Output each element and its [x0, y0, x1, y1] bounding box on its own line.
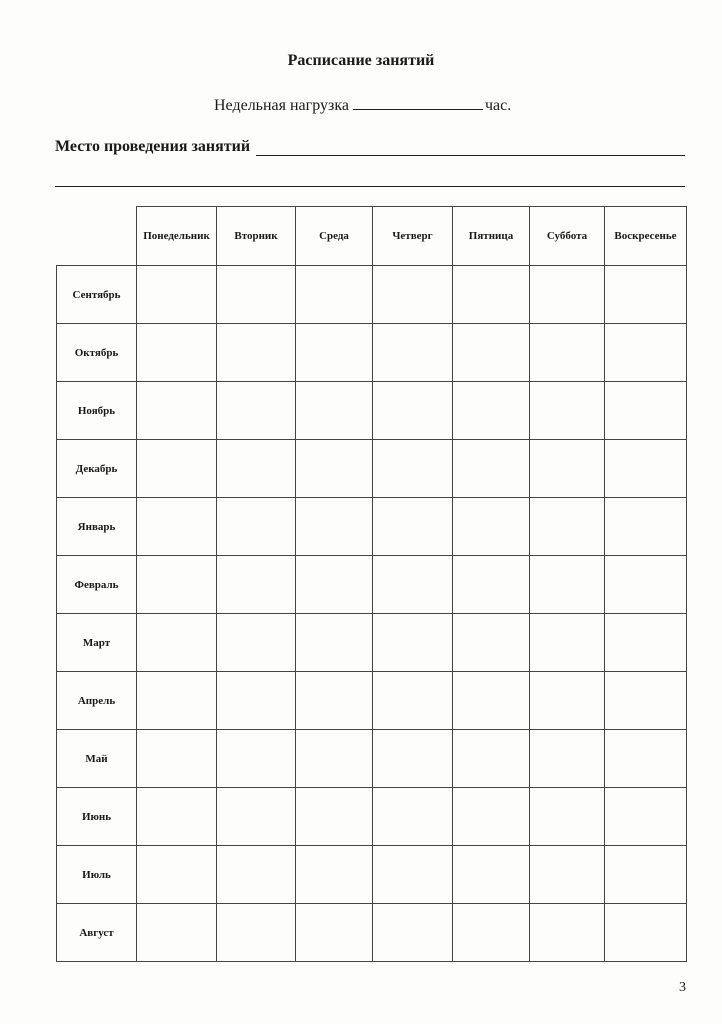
month-label: Сентябрь	[57, 266, 137, 324]
schedule-cell[interactable]	[296, 498, 373, 556]
schedule-cell[interactable]	[530, 788, 605, 846]
schedule-cell[interactable]	[137, 730, 217, 788]
table-header-row	[57, 207, 687, 266]
schedule-cell[interactable]	[296, 614, 373, 672]
month-label: Март	[57, 614, 137, 672]
schedule-cell[interactable]	[217, 788, 296, 846]
schedule-cell[interactable]	[217, 904, 296, 962]
day-header: Вторник	[217, 207, 296, 266]
place-blank[interactable]	[256, 138, 685, 156]
schedule-cell[interactable]	[453, 556, 530, 614]
month-label: Ноябрь	[57, 382, 137, 440]
schedule-cell[interactable]	[217, 266, 296, 324]
table-row	[57, 788, 687, 846]
schedule-cell[interactable]	[530, 846, 605, 904]
schedule-cell[interactable]	[373, 324, 453, 382]
day-header: Четверг	[373, 207, 453, 266]
schedule-cell[interactable]	[217, 846, 296, 904]
schedule-cell[interactable]	[453, 730, 530, 788]
schedule-table	[56, 206, 687, 962]
schedule-cell[interactable]	[137, 440, 217, 498]
schedule-cell[interactable]	[605, 382, 687, 440]
schedule-cell[interactable]	[373, 382, 453, 440]
schedule-cell[interactable]	[137, 556, 217, 614]
day-header: Среда	[296, 207, 373, 266]
schedule-cell[interactable]	[296, 788, 373, 846]
schedule-cell[interactable]	[217, 672, 296, 730]
schedule-cell[interactable]	[453, 614, 530, 672]
table-row	[57, 846, 687, 904]
schedule-cell[interactable]	[217, 730, 296, 788]
table-row	[57, 324, 687, 382]
schedule-cell[interactable]	[605, 904, 687, 962]
schedule-cell[interactable]	[137, 672, 217, 730]
schedule-cell[interactable]	[296, 556, 373, 614]
schedule-cell[interactable]	[137, 788, 217, 846]
weekly-load-line	[214, 95, 511, 115]
schedule-cell[interactable]	[453, 440, 530, 498]
schedule-cell[interactable]	[296, 846, 373, 904]
weekly-load-label: Недельная нагрузка	[214, 97, 349, 114]
schedule-cell[interactable]	[530, 672, 605, 730]
schedule-cell[interactable]	[530, 556, 605, 614]
schedule-cell[interactable]	[530, 730, 605, 788]
month-label: Январь	[57, 498, 137, 556]
schedule-cell[interactable]	[137, 614, 217, 672]
place-blank-continuation[interactable]	[55, 186, 685, 187]
schedule-cell[interactable]	[296, 382, 373, 440]
schedule-cell[interactable]	[530, 904, 605, 962]
page-title: Расписание занятий	[287, 52, 435, 69]
schedule-cell[interactable]	[530, 440, 605, 498]
schedule-cell[interactable]	[605, 614, 687, 672]
schedule-cell[interactable]	[373, 614, 453, 672]
schedule-cell[interactable]	[530, 382, 605, 440]
schedule-cell[interactable]	[137, 324, 217, 382]
schedule-cell[interactable]	[373, 266, 453, 324]
schedule-cell[interactable]	[296, 730, 373, 788]
month-label: Июль	[57, 846, 137, 904]
day-header: Понедельник	[137, 207, 217, 266]
schedule-cell[interactable]	[217, 556, 296, 614]
schedule-cell[interactable]	[137, 266, 217, 324]
schedule-cell[interactable]	[605, 788, 687, 846]
day-header: Воскресенье	[605, 207, 687, 266]
schedule-cell[interactable]	[530, 614, 605, 672]
schedule-cell[interactable]	[453, 382, 530, 440]
weekly-load-blank[interactable]	[353, 95, 483, 110]
schedule-cell[interactable]	[605, 556, 687, 614]
schedule-cell[interactable]	[137, 498, 217, 556]
schedule-cell[interactable]	[296, 672, 373, 730]
place-line	[55, 138, 685, 156]
schedule-cell[interactable]	[453, 846, 530, 904]
schedule-cell[interactable]	[453, 788, 530, 846]
schedule-cell[interactable]	[296, 324, 373, 382]
schedule-cell[interactable]	[217, 382, 296, 440]
schedule-cell[interactable]	[217, 324, 296, 382]
schedule-cell[interactable]	[373, 672, 453, 730]
schedule-cell[interactable]	[605, 672, 687, 730]
table-corner	[57, 207, 137, 266]
schedule-cell[interactable]	[605, 324, 687, 382]
month-label: Май	[57, 730, 137, 788]
schedule-cell[interactable]	[530, 324, 605, 382]
schedule-cell[interactable]	[217, 440, 296, 498]
schedule-cell[interactable]	[605, 498, 687, 556]
month-label: Октябрь	[57, 324, 137, 382]
month-label: Февраль	[57, 556, 137, 614]
schedule-cell[interactable]	[453, 498, 530, 556]
schedule-cell[interactable]	[296, 440, 373, 498]
schedule-cell[interactable]	[453, 266, 530, 324]
table-row	[57, 672, 687, 730]
table-row	[57, 730, 687, 788]
month-label: Апрель	[57, 672, 137, 730]
schedule-cell[interactable]	[373, 556, 453, 614]
schedule-cell[interactable]	[137, 382, 217, 440]
schedule-cell[interactable]	[605, 730, 687, 788]
schedule-cell[interactable]	[605, 440, 687, 498]
schedule-cell[interactable]	[605, 846, 687, 904]
schedule-cell[interactable]	[296, 266, 373, 324]
month-label: Декабрь	[57, 440, 137, 498]
table-row	[57, 440, 687, 498]
schedule-cell[interactable]	[373, 846, 453, 904]
schedule-cell[interactable]	[453, 324, 530, 382]
day-header: Суббота	[530, 207, 605, 266]
table-row	[57, 382, 687, 440]
schedule-cell[interactable]	[217, 498, 296, 556]
month-label: Август	[57, 904, 137, 962]
table-row	[57, 498, 687, 556]
schedule-cell[interactable]	[605, 266, 687, 324]
schedule-cell[interactable]	[217, 614, 296, 672]
table-row	[57, 556, 687, 614]
schedule-cell[interactable]	[373, 904, 453, 962]
schedule-cell[interactable]	[373, 788, 453, 846]
weekly-load-unit: час.	[484, 97, 512, 114]
schedule-cell[interactable]	[530, 498, 605, 556]
place-label: Место проведения занятий	[55, 138, 251, 155]
month-label: Июнь	[57, 788, 137, 846]
schedule-cell[interactable]	[530, 266, 605, 324]
schedule-cell[interactable]	[137, 846, 217, 904]
table-row	[57, 904, 687, 962]
schedule-cell[interactable]	[373, 730, 453, 788]
day-header: Пятница	[453, 207, 530, 266]
schedule-cell[interactable]	[453, 672, 530, 730]
schedule-cell[interactable]	[453, 904, 530, 962]
schedule-cell[interactable]	[137, 904, 217, 962]
table-row	[57, 614, 687, 672]
schedule-cell[interactable]	[296, 904, 373, 962]
page-number: 3	[679, 980, 686, 995]
table-row	[57, 266, 687, 324]
schedule-cell[interactable]	[373, 440, 453, 498]
schedule-cell[interactable]	[373, 498, 453, 556]
